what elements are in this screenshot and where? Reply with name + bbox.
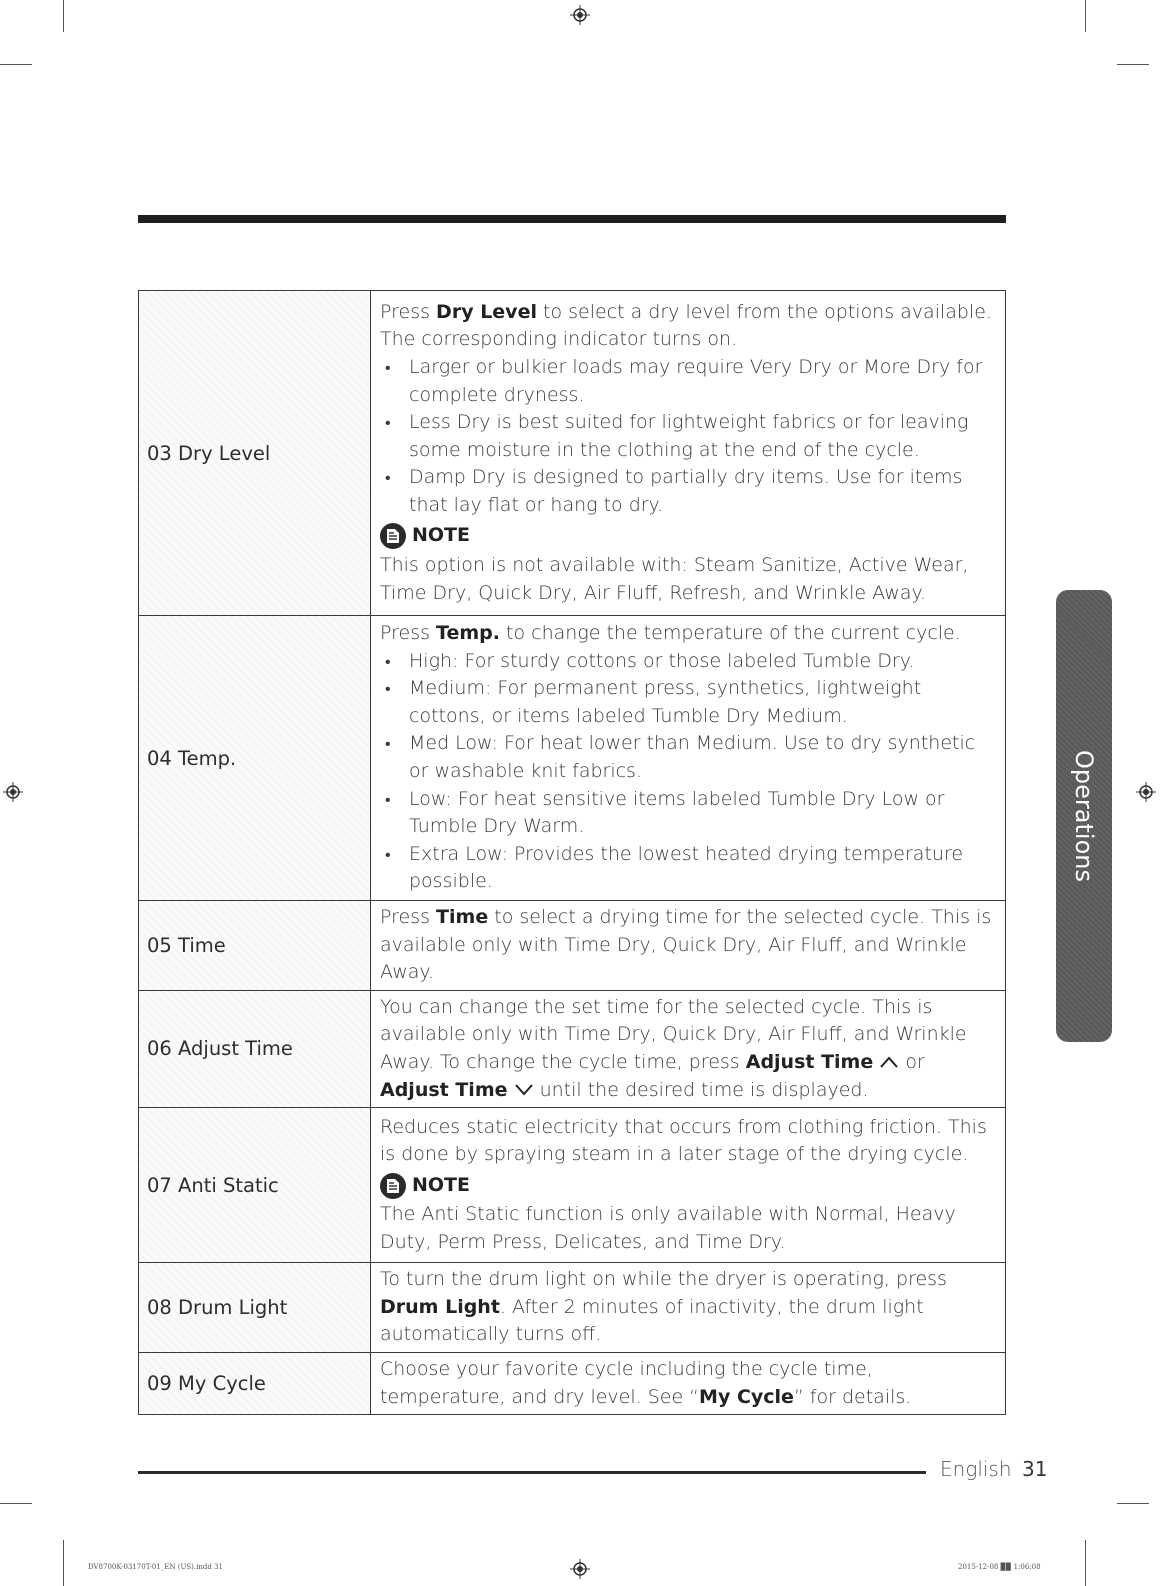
option-description <box>371 616 1006 901</box>
option-description <box>371 901 1006 991</box>
option-number: 04 <box>147 746 172 770</box>
option-label <box>139 616 371 901</box>
option-description <box>371 1352 1006 1414</box>
option-name: Temp. <box>178 746 237 770</box>
option-number: 03 <box>147 441 172 465</box>
button-name: Time <box>436 906 489 928</box>
print-slug-file: DV8700K-03170T-01_EN (US).indd 31 <box>88 1563 223 1571</box>
crop-mark <box>0 1503 32 1504</box>
crop-mark <box>63 1540 64 1586</box>
list-item: • High: For sturdy cottons or those labeled Tumble Dry. <box>380 648 995 676</box>
intro-text: Reduces static electricity that occurs from clothing friction. This is done by spraying steam in a later stage of the drying cycle. <box>380 1115 987 1166</box>
crop-mark <box>1085 0 1086 32</box>
table-row <box>139 1263 1006 1353</box>
option-number: 07 <box>147 1173 172 1197</box>
button-name: Adjust Time <box>380 1078 508 1101</box>
list-item: • Low: For heat sensitive items labeled Tumble Dry Low or Tumble Dry Warm. <box>380 786 995 841</box>
option-label <box>139 990 371 1107</box>
note-text: This option is not available with: Steam Sanitize, Active Wear, Time Dry, Quick Dry, Air Fluff, Refresh, and Wrinkle Away. <box>380 554 969 604</box>
intro-text: You can change the set time for the selected cycle. This is available only with Time Dry, Quick Dry, Air Fluff, and Wrinkle Away. To change the cycle time, press Adjust Time or Adjust Time until the desired time is displayed. <box>380 995 967 1101</box>
footer-language: English <box>940 1457 1012 1481</box>
intro-text: Press Time to select a drying time for the selected cycle. This is available only with Time Dry, Quick Dry, Air Fluff, and Wrinkle Away. <box>380 906 992 984</box>
table-row <box>139 1352 1006 1414</box>
registration-mark-icon <box>570 5 590 25</box>
registration-mark-icon <box>1136 782 1156 802</box>
button-name: My Cycle <box>699 1385 794 1408</box>
chevron-down-icon <box>514 1083 534 1097</box>
option-name: My Cycle <box>178 1372 266 1396</box>
option-name: Anti Static <box>178 1173 279 1197</box>
option-label <box>139 901 371 991</box>
intro-text: Press Temp. to change the temperature of the current cycle. <box>380 622 961 645</box>
bullet-list <box>380 648 995 896</box>
registration-mark-icon <box>3 782 23 802</box>
option-name: Drum Light <box>178 1296 288 1320</box>
option-number: 05 <box>147 933 172 957</box>
option-description <box>371 291 1006 616</box>
list-item: • Med Low: For heat lower than Medium. Use to dry synthetic or washable knit fabrics. <box>380 730 995 785</box>
note-icon <box>380 1173 406 1199</box>
option-description <box>371 990 1006 1107</box>
crop-mark <box>1085 1540 1086 1586</box>
option-label <box>139 291 371 616</box>
crop-mark <box>63 0 64 32</box>
button-name: Drum Light <box>380 1295 500 1318</box>
note-icon <box>380 523 406 549</box>
crop-mark <box>0 64 32 65</box>
button-name: Temp. <box>436 622 500 645</box>
option-label <box>139 1352 371 1414</box>
table-row <box>139 616 1006 901</box>
intro-text: Press Dry Level to select a dry level from the options available. The corresponding indicator turns on. <box>380 300 992 351</box>
section-tab <box>1056 590 1112 1042</box>
chevron-up-icon <box>879 1055 899 1069</box>
option-number: 08 <box>147 1296 172 1320</box>
option-description <box>371 1263 1006 1353</box>
footer-rule <box>138 1471 926 1474</box>
option-name: Adjust Time <box>178 1037 293 1061</box>
note-text: The Anti Static function is only available with Normal, Heavy Duty, Perm Press, Delicates, and Time Dry. <box>380 1203 956 1254</box>
list-item: • Damp Dry is designed to partially dry items. Use for items that lay flat or hang to dry. <box>380 464 995 519</box>
table-row <box>139 1108 1006 1263</box>
option-description <box>371 1108 1006 1263</box>
button-name: Dry Level <box>436 300 537 323</box>
list-item: • Extra Low: Provides the lowest heated drying temperature possible. <box>380 841 995 896</box>
note-heading: NOTE <box>380 522 995 550</box>
list-item: • Medium: For permanent press, synthetics, lightweight cottons, or items labeled Tumble Dry Medium. <box>380 675 995 730</box>
table-row <box>139 990 1006 1107</box>
top-rule <box>138 215 1006 223</box>
table-row <box>139 901 1006 991</box>
print-slug-date: 2015-12-08 ▉▉ 1:06:08 <box>958 1563 1041 1571</box>
registration-mark-icon <box>570 1559 590 1579</box>
note-heading: NOTE <box>380 1172 995 1200</box>
crop-mark <box>1117 64 1149 65</box>
page-number: 31 <box>1022 1457 1048 1481</box>
option-label <box>139 1263 371 1353</box>
list-item: • Larger or bulkier loads may require Very Dry or More Dry for complete dryness. <box>380 354 995 409</box>
intro-text: Choose your favorite cycle including the cycle time, temperature, and dry level. See “My Cycle” for details. <box>380 1357 912 1408</box>
option-number: 06 <box>147 1037 172 1061</box>
options-table <box>138 290 1006 1415</box>
intro-text: To turn the drum light on while the dryer is operating, press Drum Light. After 2 minutes of inactivity, the drum light automatically turns off. <box>380 1268 947 1346</box>
option-number: 09 <box>147 1372 172 1396</box>
option-name: Time <box>178 933 226 957</box>
button-name: Adjust Time <box>745 1050 874 1073</box>
list-item: • Less Dry is best suited for lightweight fabrics or for leaving some moisture in the clothing at the end of the cycle. <box>380 409 995 464</box>
option-name: Dry Level <box>178 441 271 465</box>
section-tab-label: Operations <box>1070 750 1098 882</box>
option-label <box>139 1108 371 1263</box>
table-row <box>139 291 1006 616</box>
bullet-list <box>380 354 995 520</box>
crop-mark <box>1117 1503 1149 1504</box>
